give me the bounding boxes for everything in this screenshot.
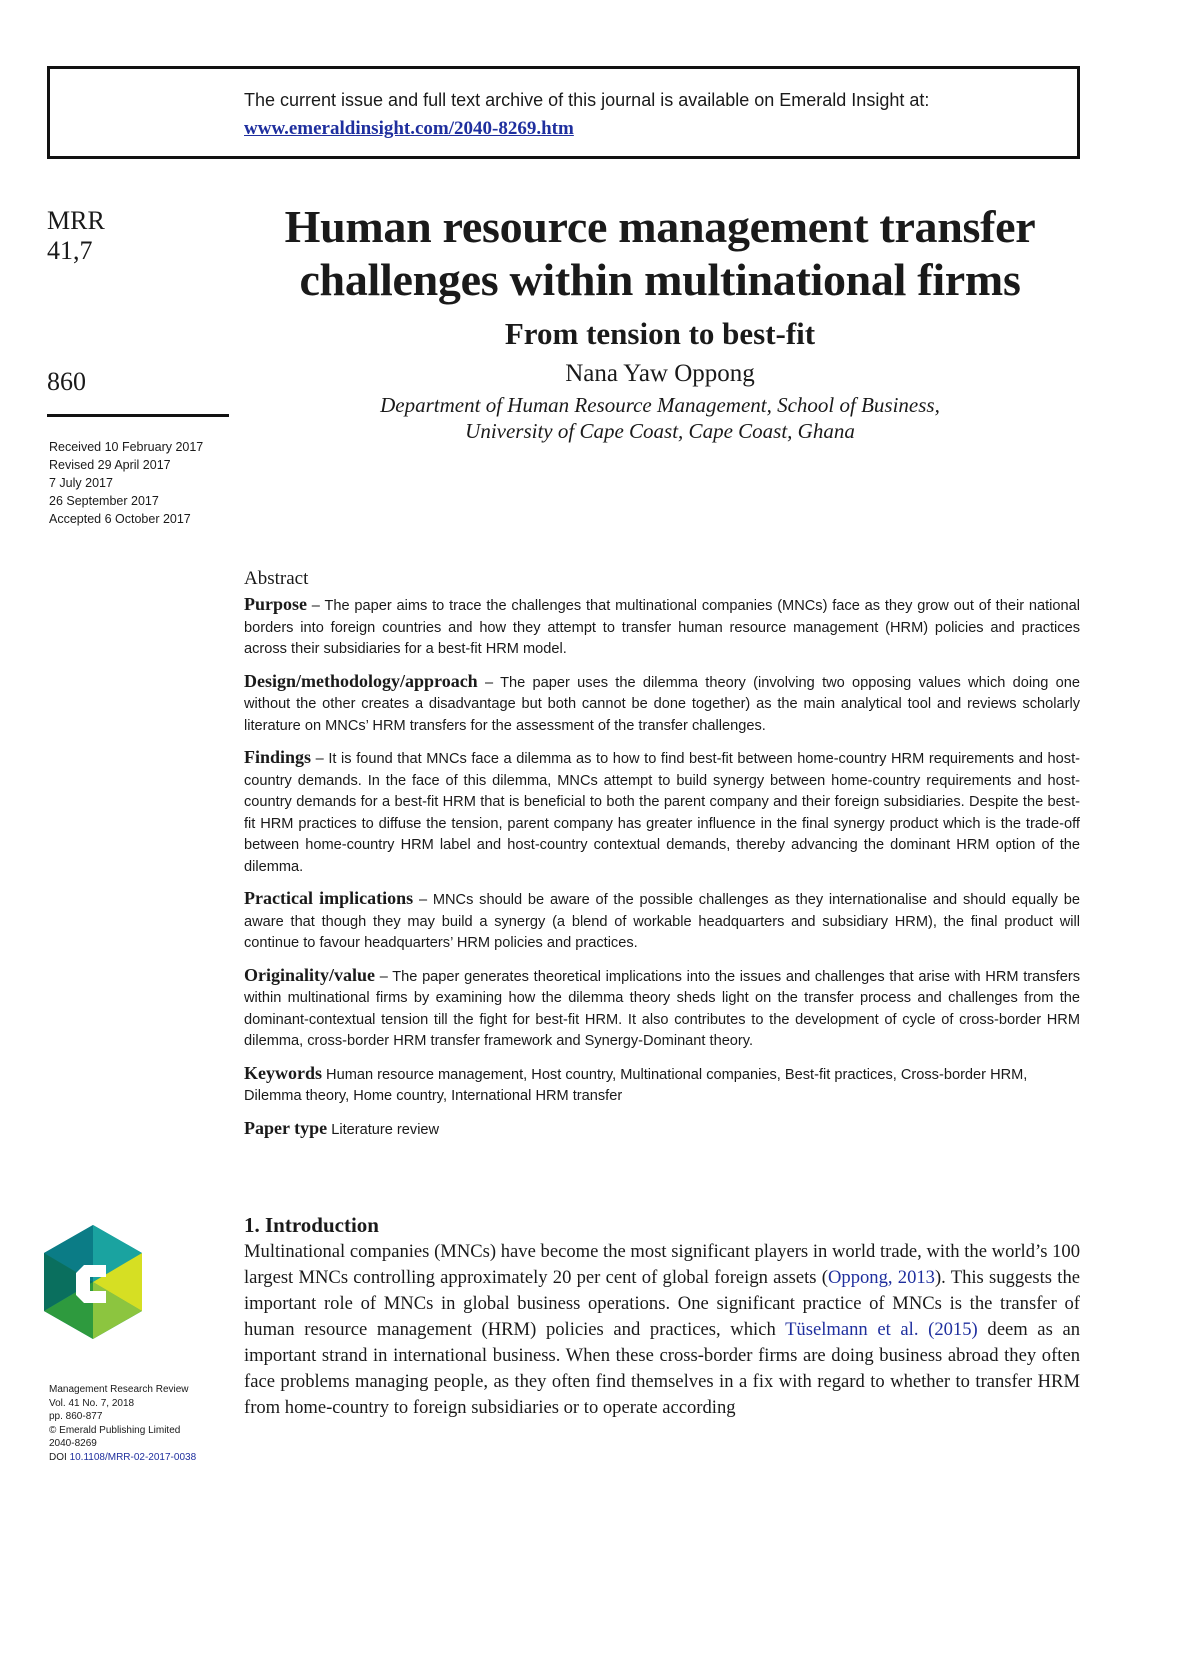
abstract <box>244 568 1080 1151</box>
page-number: 860 <box>47 367 86 396</box>
archive-notice-text: The current issue and full text archive of this journal is available on Emerald Insight at: <box>244 90 930 110</box>
date-line: Received 10 February 2017 <box>49 440 204 454</box>
article-title: Human resource management transfer challenges within multinational firms <box>284 201 1036 305</box>
article-subtitle: From tension to best-fit <box>504 316 816 351</box>
affiliation-line: Department of Human Resource Management, School of Business, <box>380 393 940 417</box>
section-label: Design/methodology/approach <box>244 670 478 691</box>
introduction-heading: 1. Introduction <box>244 1213 379 1237</box>
author-affiliation <box>240 392 1080 444</box>
keywords <box>244 1063 1080 1108</box>
citation-link-oppong[interactable]: Oppong, 2013 <box>827 1267 935 1288</box>
affiliation-line: University of Cape Coast, Cape Coast, Ghana <box>465 419 855 443</box>
doi-line <box>49 1451 196 1465</box>
margin-divider <box>47 414 229 417</box>
section-label: Findings <box>244 747 312 767</box>
abstract-purpose <box>244 594 1080 661</box>
emerald-logo-icon <box>44 1225 142 1339</box>
citation-link-tuselmann[interactable]: Tüselmann et al. (2015) <box>785 1319 978 1340</box>
journal-volume: 41,7 <box>47 236 93 265</box>
section-text: – MNCs should be aware of the possible challenges as they internationalise and should equally be aware that though they may build a synergy (a blend of workable headquarters and subsidiary HRM), the final product will continue to favour headquarters’ HRM policies and practices. <box>244 892 1080 951</box>
date-line: Revised 29 April 2017 <box>49 458 171 472</box>
received-dates <box>49 438 203 528</box>
abstract-originality <box>244 965 1080 1053</box>
abstract-heading: Abstract <box>244 568 309 589</box>
archive-link[interactable]: www.emeraldinsight.com/2040-8269.htm <box>244 118 574 139</box>
abstract-design <box>244 671 1080 738</box>
doi-link[interactable]: 10.1108/MRR-02-2017-0038 <box>69 1451 197 1463</box>
journal-pages: pp. 860-877 <box>49 1411 103 1423</box>
section-label: Paper type <box>244 1117 328 1138</box>
journal-name: Management Research Review <box>49 1384 189 1395</box>
journal-info <box>49 1383 196 1465</box>
journal-volume-issue: Vol. 41 No. 7, 2018 <box>49 1397 135 1409</box>
archive-notice-box <box>47 66 1080 159</box>
journal-abbrev: MRR <box>47 206 105 235</box>
section-label: Keywords <box>244 1062 322 1083</box>
journal-code <box>47 206 105 266</box>
intro-text: ). This suggests the important role of MNCs in global business operations. One significant practice of MNCs is the transfer of human resource management (HRM) policies and practices, which <box>244 1267 1080 1340</box>
doi-label: DOI <box>49 1451 70 1463</box>
title-block <box>240 200 1080 444</box>
date-line: 26 September 2017 <box>49 494 159 508</box>
section-text: – The paper aims to trace the challenges that multinational companies (MNCs) face as they grow out of their national borders into foreign countries and how they attempt to transfer human resource management (HRM) policies and practices across their subsidiaries for a best-fit HRM model. <box>244 598 1080 657</box>
section-text: Human resource management, Host country, Multinational companies, Best-fit practices, Cross-border HRM, Dilemma theory, Home country, International HRM transfer <box>244 1066 1028 1104</box>
abstract-findings <box>244 747 1080 878</box>
date-line: Accepted 6 October 2017 <box>49 512 191 526</box>
intro-text: deem as an important strand in international business. When these cross-border firms are doing business abroad they often face problems managing people, as they often find themselves in a fix with regard to whether to transfer HRM from home-country to foreign subsidiaries or to operate according <box>244 1319 1081 1418</box>
section-label: Purpose <box>244 594 307 614</box>
journal-copyright: © Emerald Publishing Limited <box>49 1424 181 1436</box>
journal-issn: 2040-8269 <box>49 1438 97 1450</box>
section-label: Practical implications <box>244 888 414 908</box>
date-line: 7 July 2017 <box>49 476 113 490</box>
section-label: Originality/value <box>244 964 376 985</box>
section-text: – It is found that MNCs face a dilemma as to how to find best-fit between home-country HRM requirements and host-country demands. In the face of this dilemma, MNCs attempt to build synergy between home-country requirements and host-country demands for a best-fit HRM that is beneficial to both the parent company and their foreign subsidiaries. Despite the best-fit HRM practices to diffuse the tension, parent company has greater influence in the final synergy product which is the trade-off between home-country HRM label and host-country contextual demands, thereby advancing the dominant HRM option of the dilemma. <box>244 751 1080 875</box>
paper-type <box>244 1118 1080 1142</box>
introduction-paragraph <box>244 1239 1080 1421</box>
author-name: Nana Yaw Oppong <box>565 360 755 387</box>
section-text: – The paper generates theoretical implications into the issues and challenges that arise with HRM transfers within multinational firms by examining how the dilemma theory sheds light on the transfer process and challenges from the dominant-contextual tension till the fight for best-fit HRM. It also contributes to the development of cycle of cross-border HRM dilemma, cross-border HRM transfer framework and Synergy-Dominant theory. <box>244 968 1080 1049</box>
section-text: Literature review <box>327 1121 440 1138</box>
introduction-section <box>244 1213 1080 1421</box>
abstract-practical-implications <box>244 888 1080 955</box>
intro-text: Multinational companies (MNCs) have become the most significant players in world trade, with the world’s 100 largest MNCs controlling approximately 20 per cent of global foreign assets ( <box>244 1241 1080 1288</box>
section-text: – The paper uses the dilemma theory (involving two opposing values which doing one without the other creates a disadvantage but both cannot be done together) as the main analytical tool and reviews scholarly literature on MNCs’ HRM transfers for the assessment of the transfer challenges. <box>244 674 1080 734</box>
